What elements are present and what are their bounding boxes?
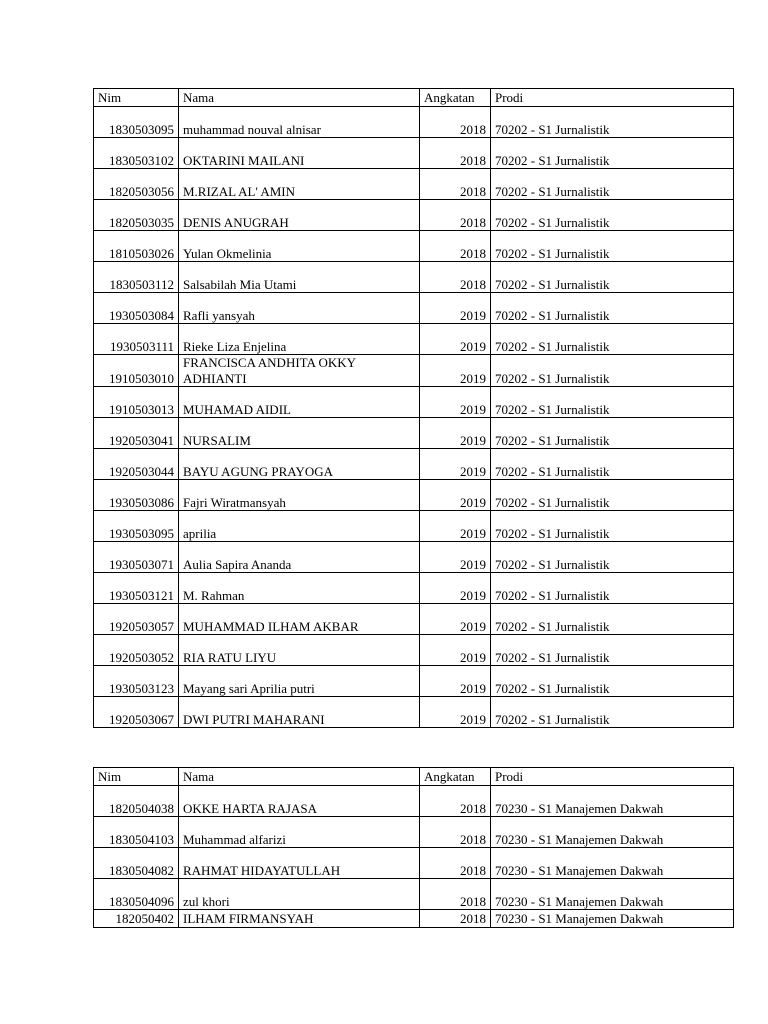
cell-nama: M. Rahman — [179, 573, 420, 604]
cell-nim: 1930503111 — [94, 324, 179, 355]
cell-prodi: 70230 - S1 Manajemen Dakwah — [491, 817, 734, 848]
cell-angkatan: 2019 — [420, 635, 491, 666]
header-prodi: Prodi — [491, 89, 734, 107]
table-header-row — [94, 89, 734, 107]
cell-nim: 1830503102 — [94, 138, 179, 169]
cell-angkatan: 2019 — [420, 324, 491, 355]
cell-prodi: 70202 - S1 Jurnalistik — [491, 231, 734, 262]
cell-nama: MUHAMMAD ILHAM AKBAR — [179, 604, 420, 635]
cell-nim: 1920503067 — [94, 697, 179, 728]
cell-prodi: 70202 - S1 Jurnalistik — [491, 573, 734, 604]
cell-prodi: 70202 - S1 Jurnalistik — [491, 107, 734, 138]
header-angkatan: Angkatan — [420, 89, 491, 107]
table-row — [94, 635, 734, 666]
cell-nim: 1830504103 — [94, 817, 179, 848]
table-row — [94, 511, 734, 542]
student-table-jurnalistik — [93, 88, 734, 728]
cell-nim: 1930503071 — [94, 542, 179, 573]
cell-angkatan: 2018 — [420, 200, 491, 231]
cell-nama: aprilia — [179, 511, 420, 542]
table-row — [94, 480, 734, 511]
cell-prodi: 70230 - S1 Manajemen Dakwah — [491, 786, 734, 817]
cell-nama: Salsabilah Mia Utami — [179, 262, 420, 293]
table-row — [94, 573, 734, 604]
cell-nim: 1830504096 — [94, 879, 179, 910]
cell-prodi: 70202 - S1 Jurnalistik — [491, 387, 734, 418]
table-row — [94, 262, 734, 293]
cell-nama: DENIS ANUGRAH — [179, 200, 420, 231]
cell-nama: NURSALIM — [179, 418, 420, 449]
cell-nim: 1920503057 — [94, 604, 179, 635]
cell-prodi: 70202 - S1 Jurnalistik — [491, 138, 734, 169]
cell-prodi: 70202 - S1 Jurnalistik — [491, 480, 734, 511]
cell-prodi: 70202 - S1 Jurnalistik — [491, 418, 734, 449]
cell-angkatan: 2019 — [420, 542, 491, 573]
table-row — [94, 449, 734, 480]
cell-angkatan: 2019 — [420, 355, 491, 387]
cell-angkatan: 2019 — [420, 480, 491, 511]
table-row — [94, 542, 734, 573]
student-table-manajemen-dakwah — [93, 767, 734, 928]
table-row — [94, 169, 734, 200]
cell-nim: 1810503026 — [94, 231, 179, 262]
cell-nama: zul khori — [179, 879, 420, 910]
table-row — [94, 666, 734, 697]
cell-prodi: 70202 - S1 Jurnalistik — [491, 169, 734, 200]
cell-nim: 1820503056 — [94, 169, 179, 200]
cell-angkatan: 2019 — [420, 697, 491, 728]
table-row — [94, 324, 734, 355]
cell-angkatan: 2019 — [420, 387, 491, 418]
table-row — [94, 786, 734, 817]
cell-nama: Yulan Okmelinia — [179, 231, 420, 262]
cell-nama: Rafli yansyah — [179, 293, 420, 324]
cell-nama: RAHMAT HIDAYATULLAH — [179, 848, 420, 879]
cell-nama: Aulia Sapira Ananda — [179, 542, 420, 573]
cell-nama: muhammad nouval alnisar — [179, 107, 420, 138]
cell-nim: 1830503095 — [94, 107, 179, 138]
cell-angkatan: 2019 — [420, 604, 491, 635]
table-row — [94, 231, 734, 262]
cell-nama: M.RIZAL AL' AMIN — [179, 169, 420, 200]
table-row — [94, 848, 734, 879]
cell-prodi: 70202 - S1 Jurnalistik — [491, 355, 734, 387]
cell-nama: Fajri Wiratmansyah — [179, 480, 420, 511]
header-nim: Nim — [94, 89, 179, 107]
cell-prodi: 70202 - S1 Jurnalistik — [491, 324, 734, 355]
cell-nama: FRANCISCA ANDHITA OKKY ADHIANTI — [179, 355, 420, 387]
cell-angkatan: 2018 — [420, 910, 491, 928]
cell-nim: 1930503086 — [94, 480, 179, 511]
cell-nim: 1910503010 — [94, 355, 179, 387]
cell-nama: DWI PUTRI MAHARANI — [179, 697, 420, 728]
cell-angkatan: 2019 — [420, 418, 491, 449]
cell-nim: 1920503044 — [94, 449, 179, 480]
cell-prodi: 70202 - S1 Jurnalistik — [491, 262, 734, 293]
cell-nim: 1920503052 — [94, 635, 179, 666]
cell-nim: 1930503084 — [94, 293, 179, 324]
cell-angkatan: 2018 — [420, 138, 491, 169]
cell-nim: 1820504038 — [94, 786, 179, 817]
cell-angkatan: 2018 — [420, 848, 491, 879]
cell-nama: BAYU AGUNG PRAYOGA — [179, 449, 420, 480]
cell-prodi: 70202 - S1 Jurnalistik — [491, 293, 734, 324]
cell-prodi: 70202 - S1 Jurnalistik — [491, 449, 734, 480]
cell-nim: 1920503041 — [94, 418, 179, 449]
cell-nama: Muhammad alfarizi — [179, 817, 420, 848]
header-nama: Nama — [179, 768, 420, 786]
cell-nim: 1830504082 — [94, 848, 179, 879]
cell-angkatan: 2019 — [420, 449, 491, 480]
cell-angkatan: 2018 — [420, 817, 491, 848]
cell-nim: 1830503112 — [94, 262, 179, 293]
cell-nim: 1930503123 — [94, 666, 179, 697]
cell-angkatan: 2019 — [420, 293, 491, 324]
cell-nim: 1930503095 — [94, 511, 179, 542]
cell-prodi: 70230 - S1 Manajemen Dakwah — [491, 879, 734, 910]
cell-angkatan: 2018 — [420, 262, 491, 293]
cell-angkatan: 2018 — [420, 107, 491, 138]
table-row — [94, 200, 734, 231]
cell-prodi: 70202 - S1 Jurnalistik — [491, 542, 734, 573]
cell-prodi: 70230 - S1 Manajemen Dakwah — [491, 848, 734, 879]
cell-nama: OKTARINI MAILANI — [179, 138, 420, 169]
cell-nama: ILHAM FIRMANSYAH — [179, 910, 420, 928]
table-row — [94, 817, 734, 848]
cell-angkatan: 2019 — [420, 666, 491, 697]
cell-nim: 1910503013 — [94, 387, 179, 418]
cell-angkatan: 2018 — [420, 231, 491, 262]
cell-nim: 1930503121 — [94, 573, 179, 604]
cell-nama: MUHAMAD AIDIL — [179, 387, 420, 418]
cell-prodi: 70202 - S1 Jurnalistik — [491, 604, 734, 635]
cell-angkatan: 2018 — [420, 879, 491, 910]
table-row — [94, 418, 734, 449]
header-nim: Nim — [94, 768, 179, 786]
cell-prodi: 70230 - S1 Manajemen Dakwah — [491, 910, 734, 928]
cell-prodi: 70202 - S1 Jurnalistik — [491, 697, 734, 728]
header-prodi: Prodi — [491, 768, 734, 786]
cell-prodi: 70202 - S1 Jurnalistik — [491, 635, 734, 666]
table-row — [94, 293, 734, 324]
cell-nama: Rieke Liza Enjelina — [179, 324, 420, 355]
table-row — [94, 387, 734, 418]
cell-nama: OKKE HARTA RAJASA — [179, 786, 420, 817]
cell-angkatan: 2019 — [420, 573, 491, 604]
cell-nim: 182050402 — [94, 910, 179, 928]
cell-nama: RIA RATU LIYU — [179, 635, 420, 666]
header-nama: Nama — [179, 89, 420, 107]
table-row — [94, 910, 734, 928]
table-header-row — [94, 768, 734, 786]
cell-prodi: 70202 - S1 Jurnalistik — [491, 200, 734, 231]
table-row — [94, 697, 734, 728]
cell-nama: Mayang sari Aprilia putri — [179, 666, 420, 697]
cell-angkatan: 2018 — [420, 786, 491, 817]
table-row — [94, 879, 734, 910]
cell-angkatan: 2018 — [420, 169, 491, 200]
table-row — [94, 107, 734, 138]
header-angkatan: Angkatan — [420, 768, 491, 786]
cell-prodi: 70202 - S1 Jurnalistik — [491, 666, 734, 697]
cell-prodi: 70202 - S1 Jurnalistik — [491, 511, 734, 542]
cell-angkatan: 2019 — [420, 511, 491, 542]
cell-nim: 1820503035 — [94, 200, 179, 231]
table-row — [94, 355, 734, 387]
table-row — [94, 138, 734, 169]
table-row — [94, 604, 734, 635]
